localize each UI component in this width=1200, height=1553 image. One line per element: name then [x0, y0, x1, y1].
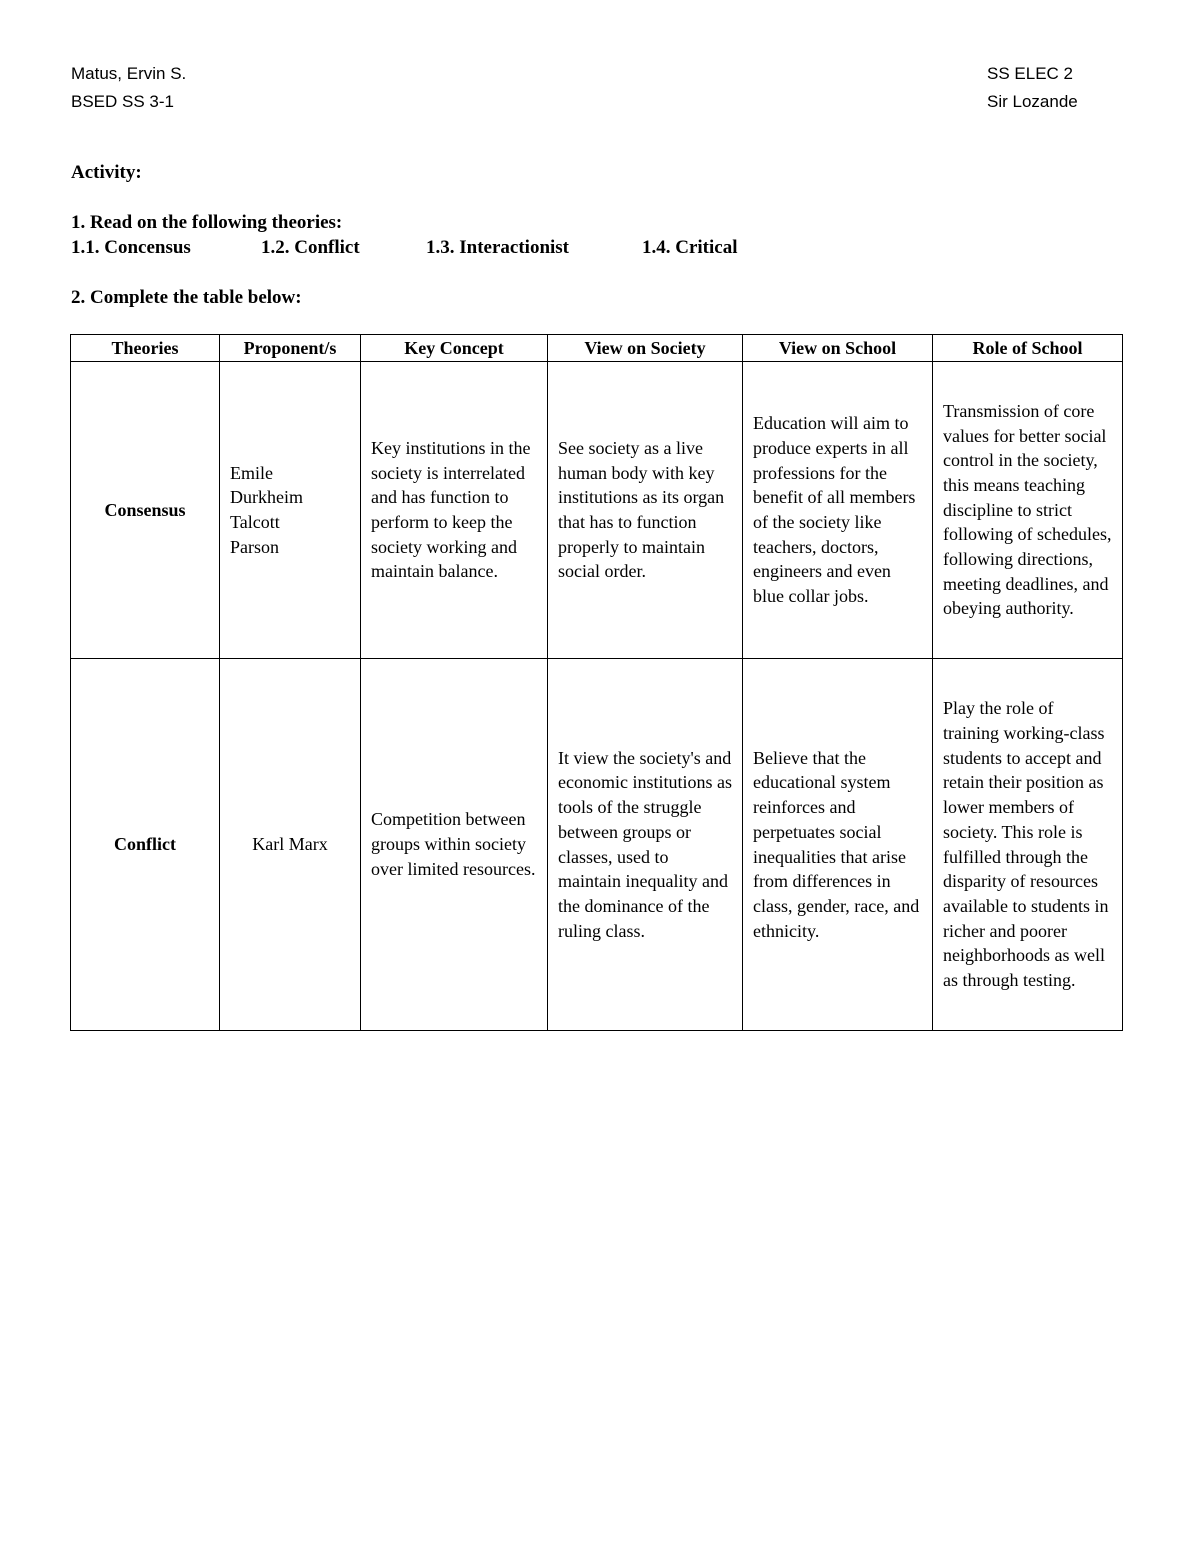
theories-table [70, 334, 1123, 1031]
role-of-school-cell: Transmission of core values for better social control in the society, this means teaching discipline to strict following of schedules, following directions, meeting deadlines, and obeying authority. [933, 362, 1123, 659]
table-header-row [71, 335, 1123, 362]
student-info [71, 60, 186, 116]
activity-heading: Activity: [71, 162, 142, 183]
student-section: BSED SS 3-1 [71, 92, 174, 111]
view-on-society-cell: See society as a live human body with key institutions as its organ that has to function properly to maintain social order. [548, 362, 743, 659]
header-key-concept: Key Concept [361, 335, 548, 362]
student-name: Matus, Ervin S. [71, 64, 187, 83]
key-concept-cell: Competition between groups within society over limited resources. [361, 659, 548, 1031]
proponents-cell: Karl Marx [220, 659, 361, 1031]
header-view-on-society: View on Society [548, 335, 743, 362]
view-on-school-cell: Education will aim to produce experts in all professions for the benefit of all members of the society like teachers, doctors, engineers and even blue collar jobs. [743, 362, 933, 659]
view-on-school-cell: Believe that the educational system reinforces and perpetuates social inequalities that arise from differences in class, gender, race, and ethnicity. [743, 659, 933, 1031]
theory-list-item: 1.3. Interactionist [426, 237, 570, 258]
theory-name-cell: Conflict [71, 659, 220, 1031]
theory-list [71, 237, 971, 261]
header-theories: Theories [71, 335, 220, 362]
course-info [987, 60, 1078, 116]
key-concept-cell: Key institutions in the society is interrelated and has function to perform to keep the society working and maintain balance. [361, 362, 548, 659]
table-row [71, 659, 1123, 1031]
course-code: SS ELEC 2 [987, 64, 1073, 83]
theory-list-item: 1.4. Critical [642, 237, 738, 258]
instructor-name: Sir Lozande [987, 92, 1078, 111]
theory-list-item: 1.2. Conflict [261, 237, 360, 258]
header-role-of-school: Role of School [933, 335, 1123, 362]
view-on-society-cell: It view the society's and economic institutions as tools of the struggle between groups or classes, used to maintain inequality and the dominance of the ruling class. [548, 659, 743, 1031]
header-view-on-school: View on School [743, 335, 933, 362]
theory-name-cell: Consensus [71, 362, 220, 659]
instruction-read-theories: 1. Read on the following theories: [71, 212, 343, 233]
theory-list-item: 1.1. Concensus [71, 237, 191, 258]
header-proponents: Proponent/s [220, 335, 361, 362]
table-row [71, 362, 1123, 659]
role-of-school-cell: Play the role of training working-class students to accept and retain their position as lower members of society. This role is fulfilled through the disparity of resources available to students in richer and poorer neighborhoods as well as through testing. [933, 659, 1123, 1031]
proponents-cell: Emile Durkheim Talcott Parson [220, 362, 361, 659]
instruction-complete-table: 2. Complete the table below: [71, 287, 302, 308]
